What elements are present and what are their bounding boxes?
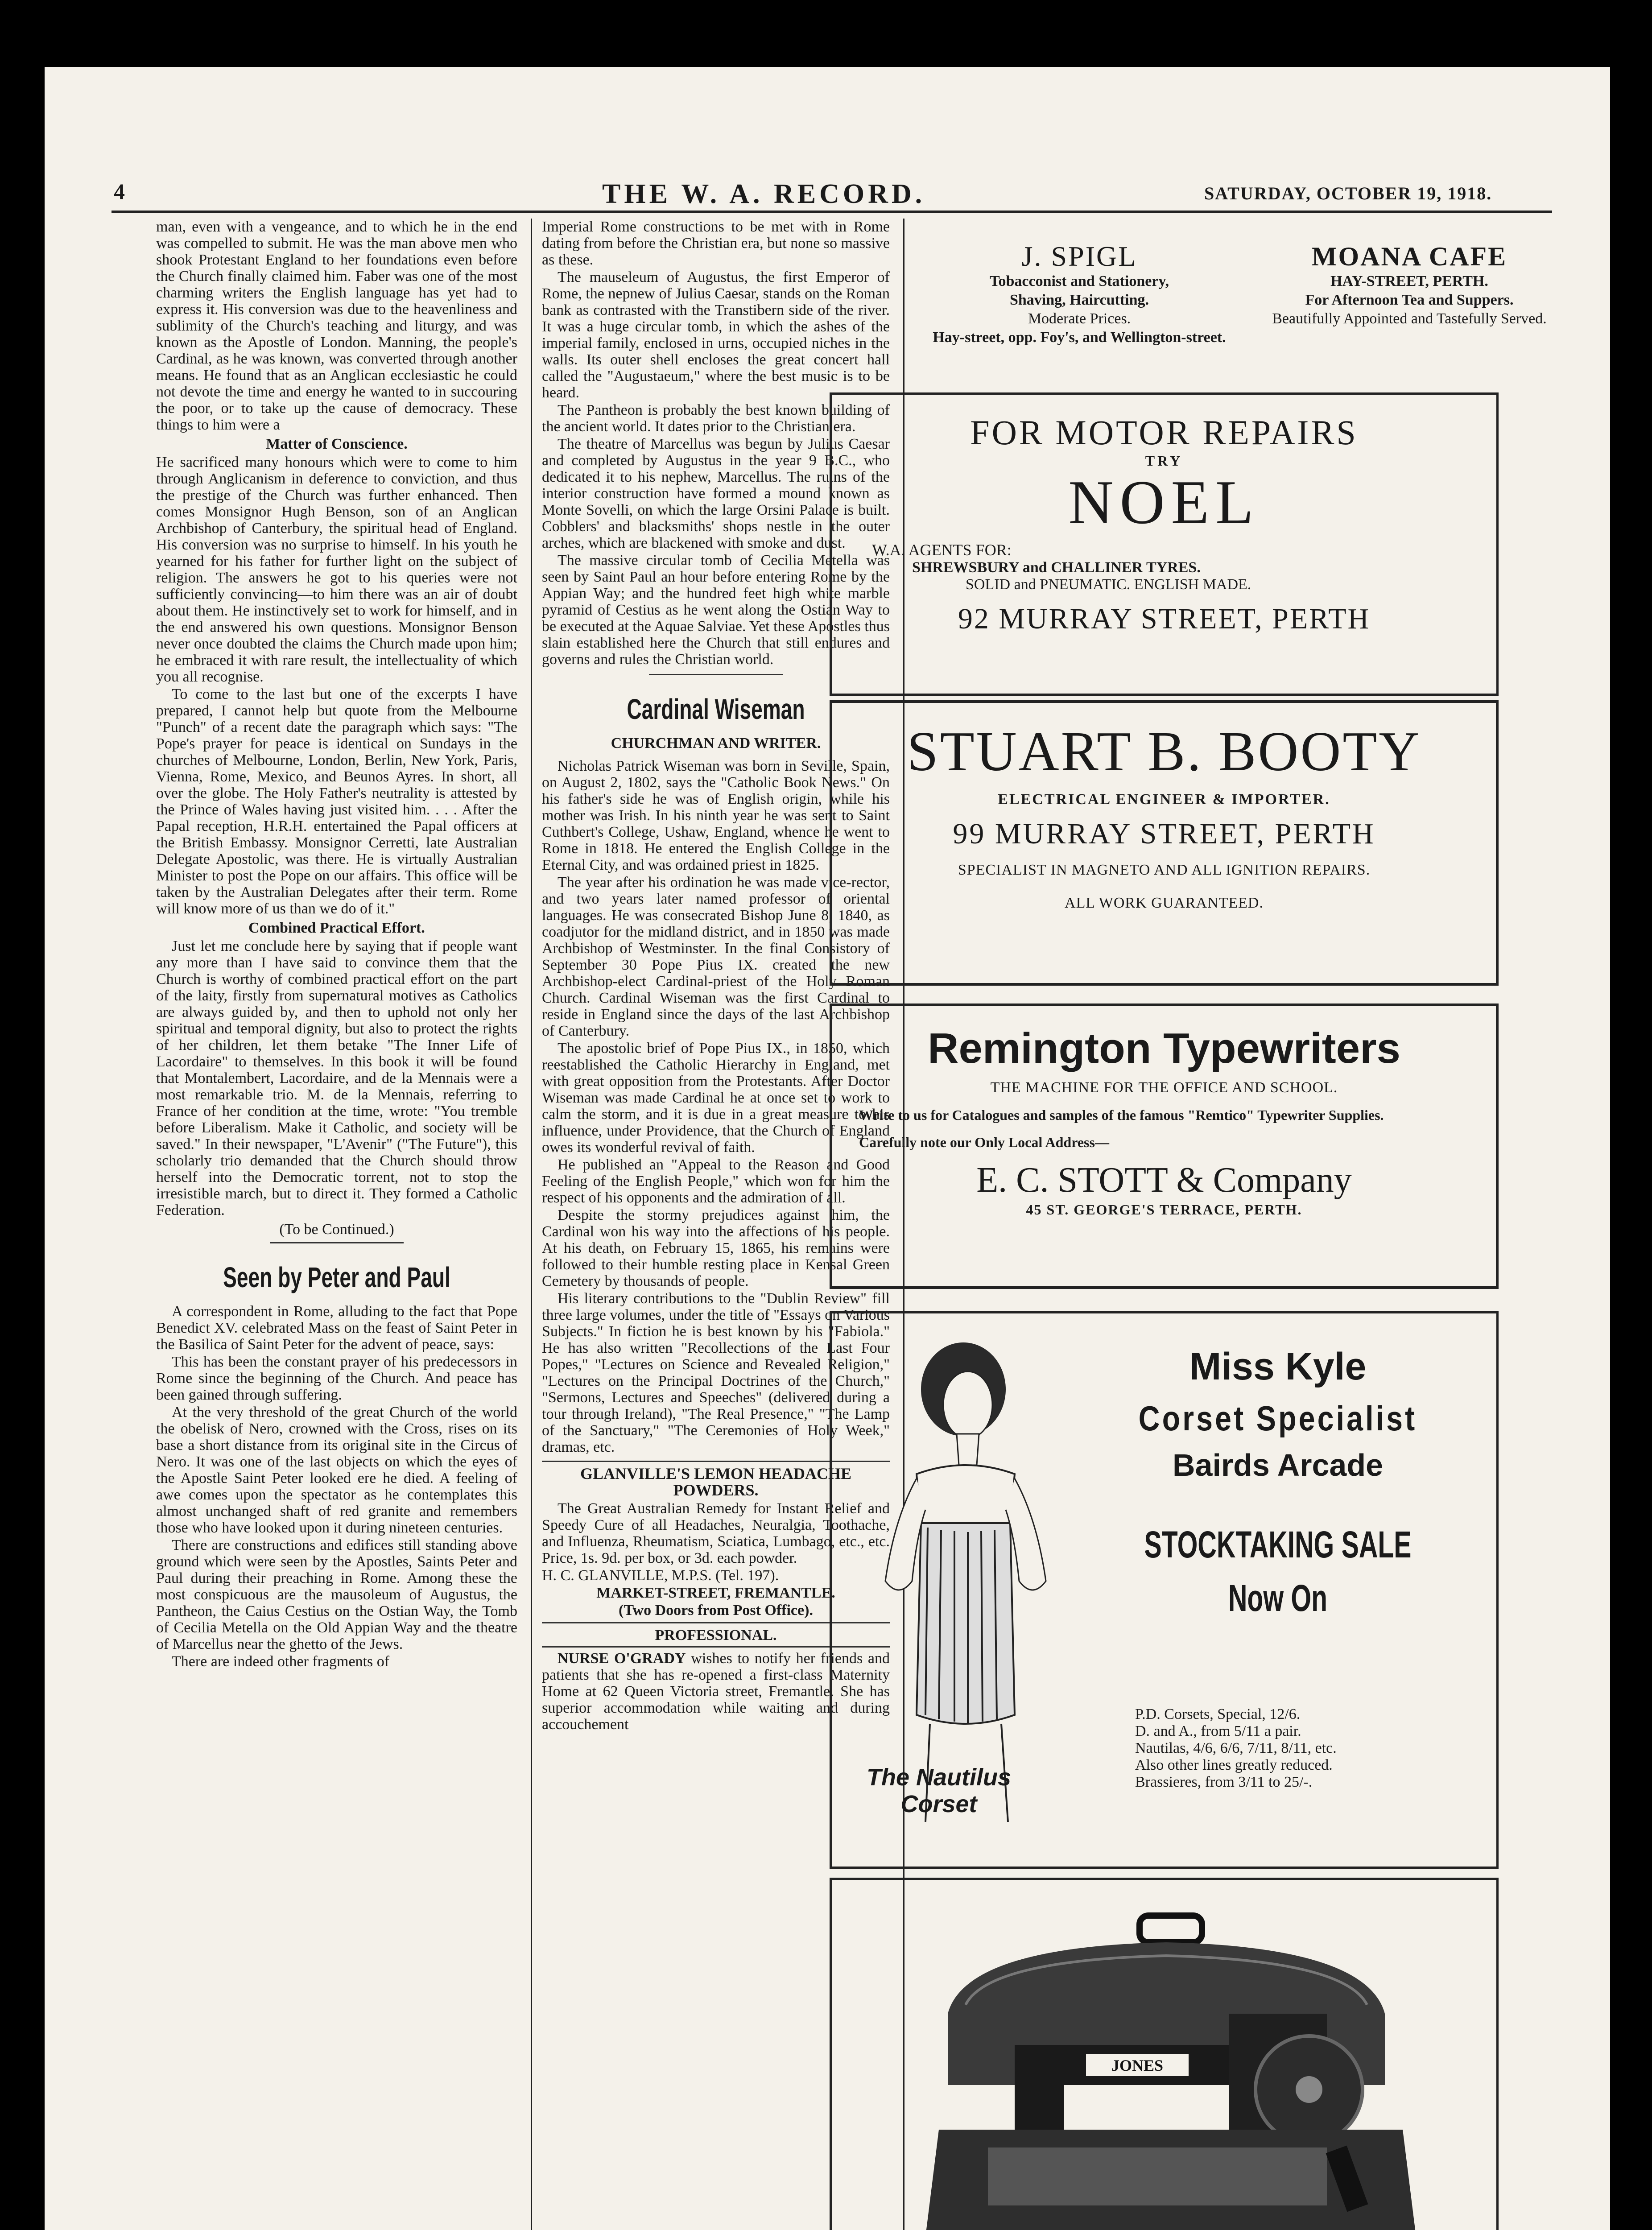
article-title-seen-by-peter-and-paul: Seen by Peter and Paul bbox=[223, 1261, 450, 1293]
article-paragraph: His literary contributions to the "Dublin Review" fill three large volumes, under the title of "Essays on Various Subjects." In fiction he is best known by his "Fabiola." He has also written "Recollections of the Last Four Popes," "Lectures on Science and Revealed Religion," "Lectures on the Principal Doctrines of the Church," "Sermons, Lectures and Speeches" (delivered during a tour through Ireland), "The Real Presence," "The Lamp of the Sanctuary," "The Ceremonies of Holy Week," dramas, etc. bbox=[542, 1290, 890, 1455]
booty-line: ELECTRICAL ENGINEER & IMPORTER. bbox=[998, 791, 1330, 808]
kyle-price-line: P.D. Corsets, Special, 12/6. bbox=[1135, 1706, 1301, 1722]
noel-headline: FOR MOTOR REPAIRS bbox=[970, 413, 1358, 452]
professional-notice: wishes to notify her friends and patients that she has re-opened a first-class Maternity Home at 62 Queen Victoria street, Fremantle. She has superior accommodation while waiting and during accouchement bbox=[542, 1650, 890, 1733]
kyle-price-line: Nautilas, 4/6, 6/6, 7/11, 8/11, etc. bbox=[1135, 1740, 1337, 1756]
article-title-cardinal-wiseman: Cardinal Wiseman bbox=[627, 693, 805, 725]
noel-tyres-detail: SOLID and PNEUMATIC. ENGLISH MADE. bbox=[966, 576, 1251, 593]
booty-line: SPECIALIST IN MAGNETO AND ALL IGNITION REPAIRS. bbox=[958, 862, 1371, 878]
spigl-name: J. SPIGL bbox=[1021, 240, 1137, 272]
masthead-title: THE W. A. RECORD. bbox=[602, 179, 926, 209]
article-subtitle: CHURCHMAN AND WRITER. bbox=[611, 735, 821, 752]
noel-tyres: SHREWSBURY and CHALLINER TYRES. bbox=[912, 559, 1201, 576]
article-paragraph: To come to the last but one of the excerpts I have prepared, I cannot help but quote from the Melbourne "Punch" of a recent date the paragraph which says: "The Pope's prayer for peace is identical on Sundays in the churches of Melbourne, London, Berlin, New York, Paris, Vienna, Rome, Mexico, and Beunos Ayres. In short, all over the globe. The Holy Father's neutrality is attested by the Prince of Wales having just visited him. . . . After the Papal reception, H.R.H. entertained the Papal officers at the British Embassy. Monsignor Cerretti, late Australian Delegate Apostolic, was there. He is virtually Australian Minister to post the Pope on our affairs. This office will be taken by the Australian Delegates after their term. Rome will know more of us than we do of it." bbox=[156, 686, 517, 917]
divider bbox=[649, 674, 783, 675]
issue-date: SATURDAY, OCTOBER 19, 1918. bbox=[1204, 183, 1492, 203]
professional-heading: PROFESSIONAL. bbox=[655, 1627, 777, 1644]
article-paragraph: Nicholas Patrick Wiseman was born in Seville, Spain, on August 2, 1802, says the "Catholic Book News." On his father's side he was of English origin, while his mother was Irish. In his ninth year he was sent to Saint Cuthbert's College, Ushaw, England, whence he went to Rome in 1818. He entered the English College in the Eternal City, and was ordained priest in 1825. bbox=[542, 758, 890, 873]
noel-name: NOEL bbox=[1068, 468, 1260, 537]
article-paragraph: He published an "Appeal to the Reason and Good Feeling of the English People," which won for him the respect of his opponents and the admiration of all. bbox=[542, 1156, 890, 1206]
moana-name: MOANA CAFE bbox=[1311, 242, 1507, 271]
glanville-ad-title: GLANVILLE'S LEMON HEADACHE POWDERS. bbox=[580, 1465, 852, 1499]
kyle-prices bbox=[1135, 1706, 1483, 1791]
article-paragraph: There are constructions and edifices still standing above ground which were seen by the Apostles, Saints Peter and Paul during their preaching in Rome. Among these the most conspicuous are the mausoleum of Augustus, the Pantheon, the Caius Cestius on the Ostian Way, the Tomb of Cecilia Metella on the Old Appian Way and the theatre of Marcellus near the ghetto of the Jews. bbox=[156, 1537, 517, 1652]
article-paragraph: The theatre of Marcellus was begun by Julius Caesar and completed by Augustus in the year 9 B.C., who dedicated it to his nephew, Marcellus. The ruins of the interior construction have formed a mound known as Monte Sovelli, on which the large Orsini Palace is built. Cobblers' and blacksmiths' shops nestle in the outer arches, which are blackened with smoke and dust. bbox=[542, 436, 890, 551]
kyle-price-line: Also other lines greatly reduced. bbox=[1135, 1757, 1333, 1773]
column-rule bbox=[531, 219, 532, 2230]
article-paragraph: Just let me conclude here by saying that if people want any more than I have said to convince them that the Church is worthy of combined practical effort on the part of the laity, firstly from supernatural motives as Catholics are always guided by, and then to uphold not only her spiritual and temporal dignity, but also to protect the rights of her children, let them betake "The Inner Life of Lacordaire" to themselves. In this book it will be found that Montalembert, Lacordaire, and de la Mennais were a most remarkable trio. M. de la Mennais, referring to France of her condition at the time, wrote: "You tremble before Liberalism. Make it Catholic, and society will be saved." In their newspaper, "L'Avenir" ("The Future"), this scholarly trio demanded that the Church should throw herself into the Democratic torrent, not to stop the irresistible march, but to direct it. They formed a Catholic Federation. bbox=[156, 938, 517, 1218]
glanville-ad-body: The Great Australian Remedy for Instant Relief and Speedy Cure of all Headaches, Neuralgia, Toothache, and Influenza, Rheumatism, Sciatica, Lumbago, etc., etc. Price, 1s. 9d. per box, or 3d. each powder. bbox=[542, 1500, 890, 1566]
article-paragraph: At the very threshold of the great Church of the world the obelisk of Nero, crowned with the Cross, rises on its base a short distance from its original site in the Circus of Nero. It was one of the last objects on which the eyes of the Apostle Saint Peter looked ere he died. A feeling of awe comes upon the spectator as he contemplates this almost unchanged shaft of red granite and remembers those who have looked upon it during nineteen centuries. bbox=[156, 1404, 517, 1536]
spigl-ad bbox=[919, 241, 1240, 347]
article-paragraph: He sacrificed many honours which were to come to him through Anglicanism in deference to conviction, and thus the prestige of the Church was further enhanced. Then comes Monsignor Hugh Benson, son of an Anglican Archbishop of Canterbury, the spiritual head of England. His conversion was no surprise to himself. In his youth he yearned for his father for further light on the subject of religion. The answers he got to his queries were not sufficiently convincing—to him there was an air of doubt about them. He instinctively set to work for himself, and in the end answered his own questions. Monsignor Benson never once doubted the claims the Church made upon him; he embraced it with rare result, the intellectuality of which you all recognise. bbox=[156, 454, 517, 685]
noel-agents: W.A. AGENTS FOR: bbox=[872, 541, 1012, 559]
spigl-line: Tobacconist and Stationery, bbox=[989, 273, 1169, 289]
moana-line: For Afternoon Tea and Suppers. bbox=[1305, 292, 1514, 308]
remington-line: Write to us for Catalogues and samples of the famous "Remtico" Typewriter Supplies. bbox=[859, 1107, 1384, 1123]
article-paragraph: This has been the constant prayer of his predecessors in Rome since the beginning of the Church. And peace has been gained through suffering. bbox=[156, 1354, 517, 1403]
moana-ad bbox=[1249, 241, 1570, 328]
booty-line: ALL WORK GUARANTEED. bbox=[1065, 895, 1264, 911]
spigl-address: Hay-street, opp. Foy's, and Wellington-street. bbox=[933, 329, 1226, 346]
masthead-rule bbox=[112, 211, 1552, 213]
noel-try: TRY bbox=[1145, 453, 1183, 469]
article-column-1 bbox=[156, 219, 517, 2230]
article-paragraph: The massive circular tomb of Cecilia Metella was seen by Saint Paul an hour before entering Rome by the Appian Way; and the hundred feet high white marble pyramid of Cestius as he went along the Ostian Way to be executed at the Aquae Salviae. Yet these Apostles thus slain established here the Church that still endures and governs and rules the Christian world. bbox=[542, 552, 890, 668]
sewing-machine-brand-label: JONES bbox=[1111, 2057, 1164, 2074]
spigl-line: Moderate Prices. bbox=[1028, 310, 1131, 327]
glanville-note: (Two Doors from Post Office). bbox=[619, 1602, 813, 1619]
page-number: 4 bbox=[114, 179, 125, 204]
kyle-line: Bairds Arcade bbox=[1172, 1448, 1384, 1483]
article-paragraph: The Pantheon is probably the best known building of the ancient world. It dates prior to the Christian era. bbox=[542, 402, 890, 435]
article-paragraph: There are indeed other fragments of bbox=[172, 1653, 390, 1670]
remington-ad bbox=[830, 1004, 1499, 1289]
kyle-name: Miss Kyle bbox=[1189, 1345, 1367, 1388]
article-paragraph: Despite the stormy prejudices against him, the Cardinal won his way into the affections of his people. At his death, on February 15, 1865, his remains were followed to their humble resting place in Kensal Green Cemetery by thousands of people. bbox=[542, 1207, 890, 1289]
remington-address: 45 ST. GEORGE'S TERRACE, PERTH. bbox=[1026, 1202, 1302, 1218]
kyle-sale: STOCKTAKING SALE bbox=[1144, 1524, 1412, 1565]
subheading-combined-effort: Combined Practical Effort. bbox=[248, 920, 425, 936]
booty-address: 99 MURRAY STREET, PERTH bbox=[953, 818, 1375, 850]
newspaper-page bbox=[45, 67, 1610, 2230]
divider bbox=[270, 1242, 404, 1243]
article-paragraph: A correspondent in Rome, alluding to the fact that Pope Benedict XV. celebrated Mass on the feast of Saint Peter in the Basilica of Saint Peter for the advent of peace, says: bbox=[156, 1303, 517, 1353]
moana-line: Beautifully Appointed and Tastefully Served. bbox=[1272, 310, 1547, 327]
remington-line: THE MACHINE FOR THE OFFICE AND SCHOOL. bbox=[990, 1079, 1338, 1096]
remington-name: Remington Typewriters bbox=[928, 1024, 1400, 1072]
remington-line: Carefully note our Only Local Address— bbox=[859, 1134, 1109, 1150]
article-paragraph: man, even with a vengeance, and to which he in the end was compelled to submit. He was the man above men who shook Protestant England to her foundations even before the Church finally claimed him. Faber was one of the most charming writers the English language has yet had to express it. His conversion was due to the heavenliness and sublimity of the Church's teaching and liturgy, and was known as the Apostle of London. Manning, the people's Cardinal, as he was known, was converted through another means. He found that as an Anglican ecclesiastic he could not devote the time and energy he wanted to in succouring the poor, or to take up the cause of democracy. These things to him were a bbox=[156, 219, 517, 433]
thomson-ad bbox=[830, 1878, 1499, 2230]
article-paragraph: The apostolic brief of Pope Pius IX., in 1850, which reestablished the Catholic Hierarchy in England, met with great opposition from the Protestants. After Doctor Wiseman was made Cardinal he at once set to work to calm the storm, and it is due in a great measure to his influence, under Providence, that the Church of England owes its wonderful revival of faith. bbox=[542, 1040, 890, 1156]
noel-address: 92 MURRAY STREET, PERTH bbox=[958, 603, 1371, 635]
kyle-price-line: Brassieres, from 3/11 to 25/-. bbox=[1135, 1774, 1313, 1790]
nautilus-corset-brand: The Nautilus Corset bbox=[866, 1764, 1012, 1817]
remington-company: E. C. STOTT & Company bbox=[976, 1160, 1352, 1200]
booty-ad bbox=[830, 700, 1499, 986]
kyle-line: Corset Specialist bbox=[1138, 1399, 1417, 1438]
to-be-continued: (To be Continued.) bbox=[279, 1221, 394, 1238]
nurse-name: NURSE O'GRADY bbox=[558, 1650, 686, 1667]
subheading-matter-of-conscience: Matter of Conscience. bbox=[266, 436, 408, 452]
article-paragraph: Imperial Rome constructions to be met with in Rome dating from before the Christian era, but none so massive as these. bbox=[542, 219, 890, 268]
sewing-machine-illustration bbox=[899, 1898, 1434, 2230]
booty-name: STUART B. BOOTY bbox=[907, 721, 1421, 783]
article-paragraph: The year after his ordination he was made vice-rector, and two years later named professor of oriental languages. He was consecrated Bishop June 8, 1840, as coadjutor for the midland district, and in 1850 was made Archbishop of Westminster. In the final Consistory of September 30 Pope Pius IX. created the new Archbishop-elect Cardinal-priest of the Holy Roman Church. Cardinal Wiseman was the first Cardinal to reside in England since the days of the last Archbishop of Canterbury. bbox=[542, 874, 890, 1039]
kyle-sale: Now On bbox=[1228, 1577, 1328, 1619]
noel-ad bbox=[830, 392, 1499, 696]
glanville-signature: H. C. GLANVILLE, M.P.S. (Tel. 197). bbox=[542, 1567, 779, 1584]
glanville-address: MARKET-STREET, FREMANTLE. bbox=[596, 1585, 835, 1601]
moana-line: HAY-STREET, PERTH. bbox=[1330, 273, 1488, 289]
miss-kyle-ad bbox=[830, 1311, 1499, 1869]
spigl-line: Shaving, Haircutting. bbox=[1009, 292, 1149, 308]
kyle-price-line: D. and A., from 5/11 a pair. bbox=[1135, 1723, 1301, 1739]
article-paragraph: The mauseleum of Augustus, the first Emperor of Rome, the nepnew of Julius Caesar, stands on the Roman bank as contrasted with the Transtibern side of the river. It was a huge circular tomb, in which the ashes of the imperial family, enclosed in urns, occupied niches in the walls. Its outer shell encloses the great concert hall called the "Augustaeum," where the best music is to be heard. bbox=[542, 269, 890, 401]
